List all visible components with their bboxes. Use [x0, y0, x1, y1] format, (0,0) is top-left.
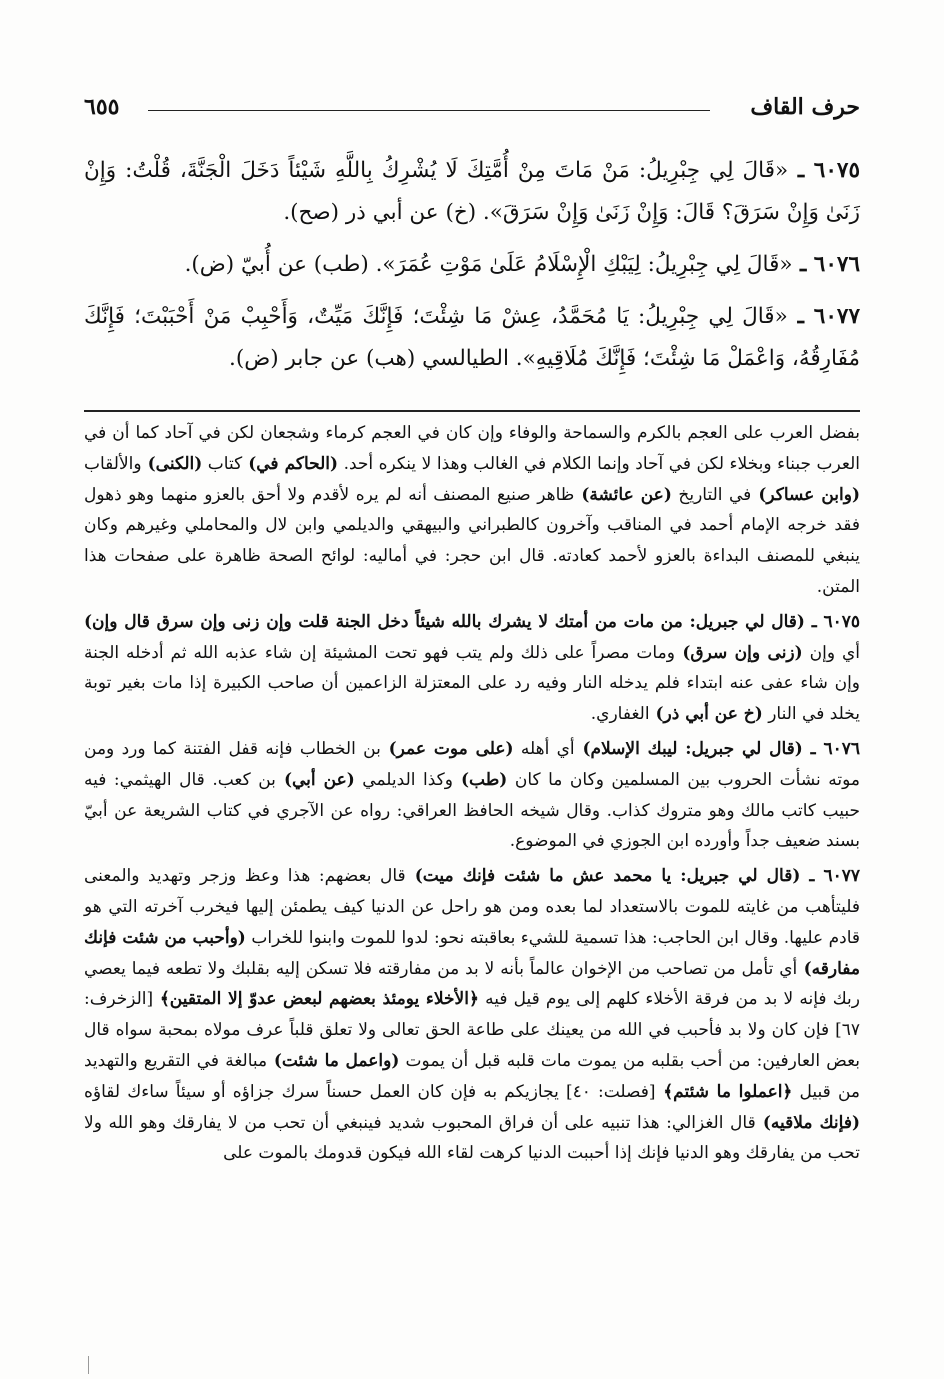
commentary-text: [الزخرف: ٦٧] فإن كان ولا بد فأحبب في الله من يعينك على طاعة الحق تعالى ولا تعلق قلباً عرف مولاه بمحبة سواه قال بعض العارفين: من أحب بقلبه من يموت مات قلبه قبل أن يموت — [84, 989, 861, 1071]
commentary-bold: (قال لي جبريل: من مات من أمتك لا يشرك بالله شيئاً دخل الجنة قلت وإن زنى وإن سرق قال وإن) — [84, 611, 805, 632]
hadith-6077 — [84, 296, 860, 380]
hadith-body: «قَالَ لِي جِبْرِيلُ: يَا مُحَمَّدُ، عِشْ مَا شِئْتَ؛ فَإِنَّكَ مَيِّتٌ، وَأَحْبِبْ مَنْ أَحْبَبْتَ؛ فَإِنَّكَ مُفَارِقُهُ، وَاعْمَلْ مَا شِئْتَ؛ فَإِنَّكَ مُلَاقِيهِ». الطيالسي (هب) عن جابر (ض). — [84, 304, 860, 371]
page-number: ٦٥٥ — [84, 94, 120, 120]
hadith-number: ٦٠٧٧ ـ — [787, 304, 860, 329]
commentary-text: والألقاب — [84, 453, 142, 474]
hadith-6076 — [84, 244, 860, 286]
footnote-separator — [84, 410, 860, 412]
commentary-text: قال بعضهم: هذا وعظ وزجر وتهديد والمعنى فليتأهب من غايته للموت بالاستعداد لما بعده ومن هو راحل عن الدنيا كيف يطمئن إليها فيخرب آخرته التي هو قادم عليها. وقال ابن الحاجب: هذا تسمية للشيء بعاقبته نحو: لدوا للموت وابنوا للخراب — [84, 866, 860, 948]
commentary-bold: (على موت عمر) — [380, 738, 514, 759]
hadith-text-block — [84, 150, 860, 390]
commentary-text: وكذا الديلمي — [354, 769, 453, 790]
commentary-6076 — [84, 734, 860, 857]
commentary-bold: ﴿اعملوا ما شئتم﴾ — [655, 1081, 793, 1102]
header-rule — [148, 110, 710, 111]
hadith-number: ٦٠٧٥ ـ — [788, 158, 860, 183]
commentary-text: أي أهله — [513, 738, 575, 759]
commentary-bold: (طب) — [452, 769, 508, 790]
commentary-text: ومات مصراً على ذلك ولم يتب فهو تحت المشيئة إن شاء عذبه الله ثم أدخله الجنة وإن شاء عفى عنه ابتداء فلم يدخله النار وفيه رد على المعتزلة الزاعمين أن صاحب الكبيرة إذا مات بغير توبة يخلد في النار — [84, 642, 860, 725]
commentary-bold: (قال لي جبريل: يا محمد عش ما شئت فإنك ميت) — [405, 866, 801, 887]
commentary-text: قال الغزالي: هذا تنبيه على أن فراق المحبوب شديد فينبغي أن تحب من لا يفارقك وهو الله ولا تحب من يفارقك وهو الدنيا فإنك إذا أحببت الدنيا كرهت لقاء الله فيكون قدومك بالموت على — [84, 1112, 860, 1164]
commentary-text: بن كعب. قال الهيثمي: فيه حبيب كاتب مالك وهو متروك كذاب. وقال شيخه الحافظ العراقي: رواه عن الآجري في كتاب الشريعة عن أبيّ بسند ضعيف جداً وأورده ابن الجوزي في الموضوع. — [84, 769, 860, 852]
commentary-number: ٦٠٧٦ ـ — [802, 738, 860, 759]
commentary-text: الغفاري. — [590, 704, 650, 725]
commentary-bold: (عن أبي) — [275, 769, 355, 790]
commentary-bold: ﴿الأخلاء يومئذ بعضهم لبعض عدوّ إلا المتقين﴾ — [153, 989, 479, 1010]
commentary-text: كتاب — [202, 453, 243, 474]
hadith-6075 — [84, 150, 860, 234]
commentary-number: ٦٠٧٧ ـ — [800, 866, 860, 887]
hadith-body: «قَالَ لِي جِبْرِيلُ: مَنْ مَاتَ مِنْ أُمَّتِكَ لَا يُشْرِكُ بِاللَّهِ شَيْئاً دَخَلَ الْجَنَّةَ، قُلْتُ: وَإِنْ زَنَىٰ وَإِنْ سَرَقَ؟ قَالَ: وَإِنْ زَنَىٰ وَإِنْ سَرَقَ». (خ) عن أبي ذر (صح). — [84, 158, 860, 225]
commentary-bold: (قال لي جبريل: ليبك الإسلام) — [574, 738, 803, 759]
commentary-block — [84, 418, 860, 1173]
commentary-text: مبالغة في التقريع والتهديد من قبيل — [84, 1050, 861, 1102]
commentary-6075 — [84, 607, 860, 730]
commentary-bold: (زنى وإن سرق) — [674, 642, 803, 663]
hadith-number: ٦٠٧٦ ـ — [792, 252, 860, 277]
chapter-title: حرف القاف — [750, 94, 860, 120]
commentary-text: أي وإن — [802, 642, 861, 663]
commentary-bold: (واعمل ما شئت) — [267, 1050, 400, 1071]
commentary-continued — [84, 418, 860, 603]
hadith-body: «قَالَ لِي جِبْرِيلُ: لِيَبْكِ الْإِسْلَامُ عَلَىٰ مَوْتِ عُمَرَ». (طب) عن أُبيّ (ض). — [184, 252, 793, 277]
commentary-bold: (وابن عساكر) — [751, 484, 860, 505]
commentary-text: [فصلت: ٤٠] يجازيكم به فإن كان العمل حسناً سرك جزاؤه أو سيئاً ساءك لقاؤه — [84, 1081, 656, 1102]
commentary-text: بفضل العرب على العجم بالكرم والسماحة والوفاء وإن كان في العجم كرماء وشجعان لكن في آحاد كما أن في العرب جبناء وبخلاء لكن في آحاد وإنما الكلام في الغالب وهذا لا ينكره أحد. — [84, 423, 860, 474]
commentary-text: ظاهر صنيع المصنف أنه لم يره لأقدم ولا أحق بالعزو منهما وهو ذهول فقد خرجه الإمام أحمد في المناقب وآخرون كالطبراني والبيهقي والديلمي وابن لال والمحاملي وغيرهم وكان ينبغي للمصنف البداءة بالعزو لأحمد كعادته. قال ابن حجر: في أماليه: لوائح الصحة ظاهرة على صفحات هذا المتن. — [84, 484, 860, 597]
commentary-text: بن الخطاب فإنه قفل الفتنة كما ورد ومن موته نشأت الحروب بين المسلمين وكان ما كان — [84, 738, 861, 790]
commentary-bold: (وأحبب من شئت فإنك مفارقه) — [84, 927, 860, 979]
commentary-bold: (فإنك ملاقيه) — [755, 1112, 860, 1133]
running-header — [84, 92, 860, 122]
commentary-6077 — [84, 861, 860, 1169]
commentary-bold: (عن عائشة) — [574, 484, 672, 505]
commentary-bold: (الحاكم في) — [242, 453, 339, 474]
commentary-bold: (الكنى) — [141, 453, 203, 474]
commentary-text: أي تأمل من تصاحب من الإخوان عالماً بأنه لا بد من مفارقته فلا تسكن إليه بقلبك ولا تطعه فيما يعصي ربك فإنه لا بد من فرقة الأخلاء كلهم إلى يوم قيل فيه — [84, 958, 860, 1010]
margin-mark — [88, 1356, 89, 1374]
commentary-text: في التاريخ — [671, 484, 752, 505]
commentary-bold: (خ عن أبي ذر) — [649, 704, 763, 725]
commentary-number: ٦٠٧٥ ـ — [804, 611, 861, 632]
